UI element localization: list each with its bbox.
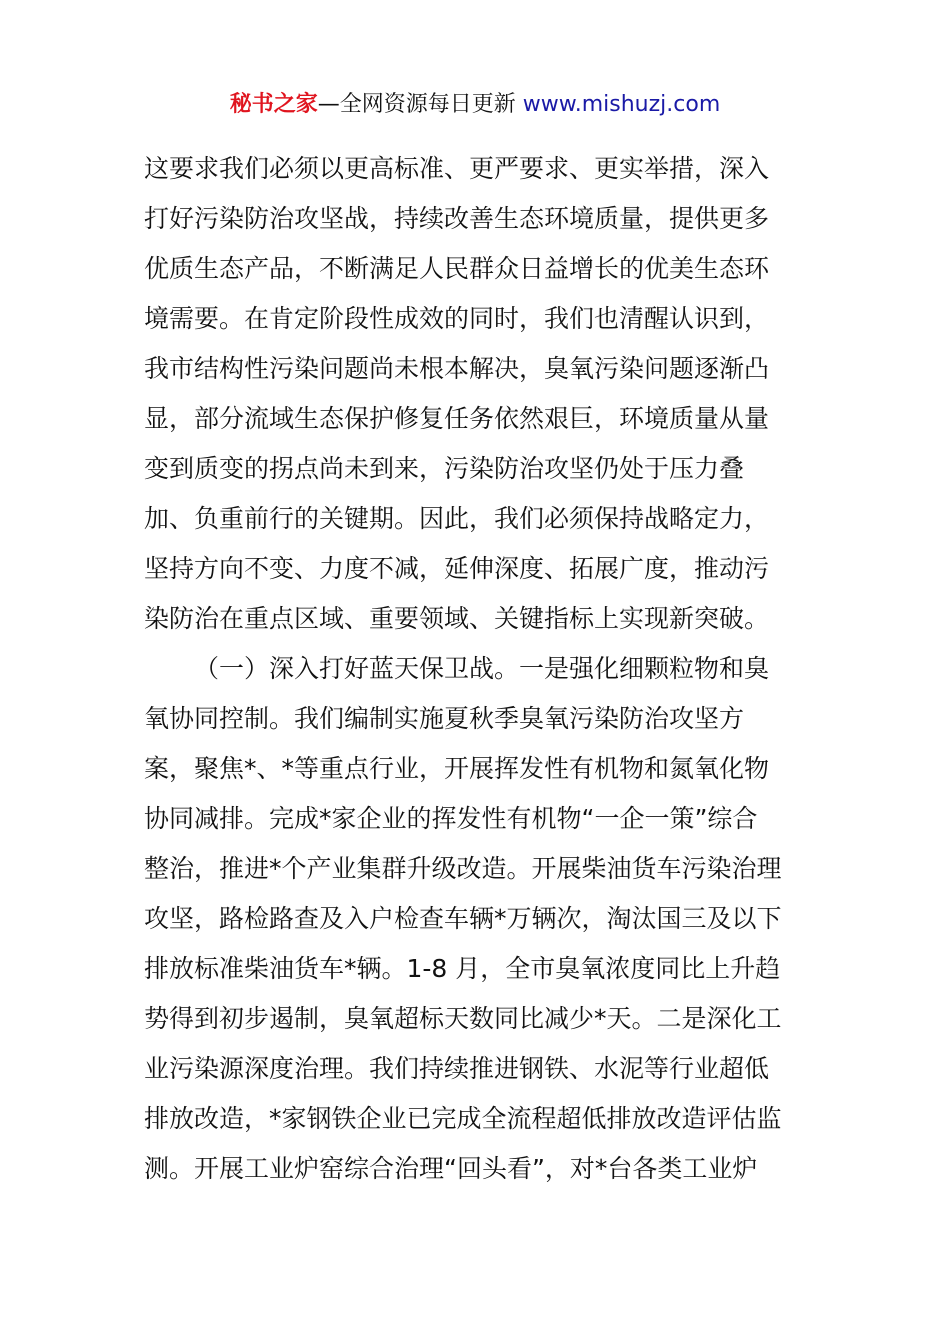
document-body	[144, 144, 814, 1194]
site-url-link[interactable]: www.mishuzj.com	[522, 92, 721, 117]
body-line: 整治，推进*个产业集群升级改造。开展柴油货车污染治理	[144, 854, 782, 883]
body-line: 变到质变的拐点尚未到来，污染防治攻坚仍处于压力叠	[144, 454, 745, 483]
site-slogan: —全网资源每日更新	[317, 92, 516, 117]
body-line: 攻坚，路检路查及入户检查车辆*万辆次，淘汰国三及以下	[144, 904, 782, 933]
body-line: 势得到初步遏制，臭氧超标天数同比减少*天。二是深化工	[144, 1004, 782, 1033]
body-line: 坚持方向不变、力度不减，延伸深度、拓展广度，推动污	[144, 554, 770, 583]
body-line: 打好污染防治攻坚战，持续改善生态环境质量，提供更多	[144, 204, 770, 233]
body-line: 这要求我们必须以更高标准、更严要求、更实举措，深入	[144, 154, 770, 183]
body-line: 测。开展工业炉窑综合治理“回头看”，对*台各类工业炉	[144, 1154, 758, 1183]
site-brand: 秘书之家	[229, 92, 318, 117]
body-line: 业污染源深度治理。我们持续推进钢铁、水泥等行业超低	[144, 1054, 770, 1083]
body-line: 排放标准柴油货车*辆。1-8 月，全市臭氧浓度同比上升趋	[144, 954, 781, 983]
body-line: 加、负重前行的关键期。因此，我们必须保持战略定力，	[144, 504, 770, 533]
body-line: 境需要。在肯定阶段性成效的同时，我们也清醒认识到，	[144, 304, 770, 333]
body-line: 优质生态产品，不断满足人民群众日益增长的优美生态环	[144, 254, 770, 283]
body-line: 染防治在重点区域、重要领域、关键指标上实现新突破。	[144, 604, 770, 633]
body-line: 案，聚焦*、*等重点行业，开展挥发性有机物和氮氧化物	[144, 754, 770, 783]
body-line: 排放改造，*家钢铁企业已完成全流程超低排放改造评估监	[144, 1104, 782, 1133]
body-line: 显，部分流域生态保护修复任务依然艰巨，环境质量从量	[144, 404, 770, 433]
body-line: 氧协同控制。我们编制实施夏秋季臭氧污染防治攻坚方	[144, 704, 745, 733]
paragraph-start-line: （一）深入打好蓝天保卫战。一是强化细颗粒物和臭	[194, 654, 770, 683]
site-header	[0, 86, 950, 124]
body-line: 我市结构性污染问题尚未根本解决，臭氧污染问题逐渐凸	[144, 354, 770, 383]
body-line: 协同减排。完成*家企业的挥发性有机物“一企一策”综合	[144, 804, 758, 833]
